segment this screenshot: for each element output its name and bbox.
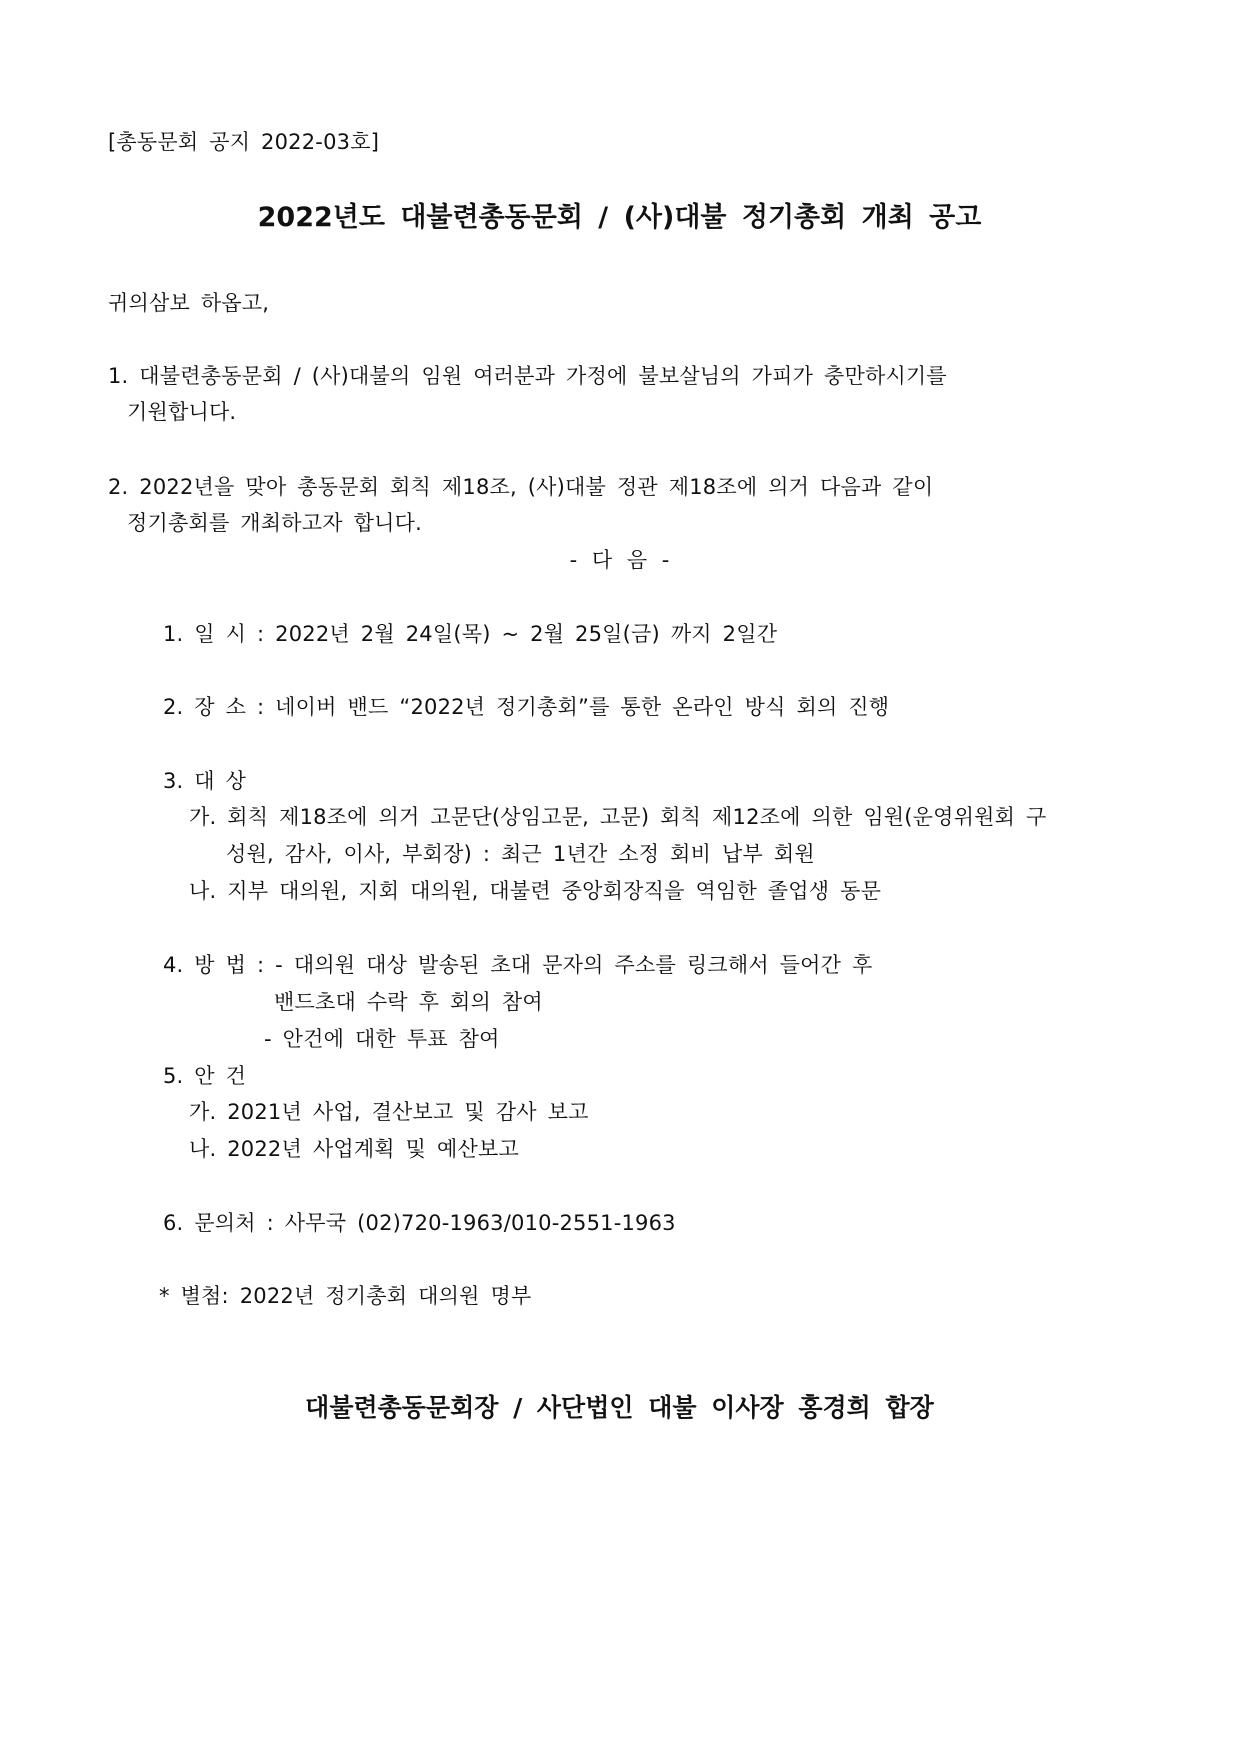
item-attachment: * 별첨: 2022년 정기총회 대의원 명부 [159,1284,532,1308]
item-target-a-line1: 가. 회칙 제18조에 의거 고문단(상임고문, 고문) 회칙 제12조에 의한 임원(운영위원회 구 [189,805,1047,829]
paragraph2-line2: 정기총회를 개최하고자 합니다. [127,511,422,535]
item-method-line3: - 안건에 대한 투표 참여 [264,1027,500,1051]
item-agenda-a: 가. 2021년 사업, 결산보고 및 감사 보고 [189,1100,589,1124]
notice-number: [총동문회 공지 2022-03호] [108,130,380,154]
item-place: 2. 장 소 : 네이버 밴드 “2022년 정기총회”를 통한 온라인 방식 회의 진행 [163,695,890,719]
paragraph1-line2: 기원합니다. [127,400,237,424]
item-method-line2: 밴드초대 수락 후 회의 참여 [274,990,543,1014]
item-agenda-heading: 5. 안 건 [163,1064,247,1088]
document-title: 2022년도 대불련총동문회 / (사)대불 정기총회 개최 공고 [257,202,982,233]
item-target-heading: 3. 대 상 [163,769,247,793]
paragraph1-line1: 1. 대불련총동문회 / (사)대불의 임원 여러분과 가정에 불보살님의 가피가 충만하시기를 [108,364,947,388]
item-datetime: 1. 일 시 : 2022년 2월 24일(목) ~ 2월 25일(금) 까지 2일간 [163,622,778,646]
item-agenda-b: 나. 2022년 사업계획 및 예산보고 [189,1137,519,1161]
greeting: 귀의삼보 하옵고, [108,291,270,315]
item-contact: 6. 문의처 : 사무국 (02)720-1963/010-2551-1963 [163,1211,676,1235]
paragraph2-line1: 2. 2022년을 맞아 총동문회 회칙 제18조, (사)대불 정관 제18조에 의거 다음과 같이 [108,475,934,499]
item-method-line1: 4. 방 법 : - 대의원 대상 발송된 초대 문자의 주소를 링크해서 들어간 후 [163,953,873,977]
item-target-a-line2: 성원, 감사, 이사, 부회장) : 최근 1년간 소정 회비 납부 회원 [226,842,815,866]
item-target-b: 나. 지부 대의원, 지회 대의원, 대불련 중앙회장직을 역임한 졸업생 동문 [189,879,882,903]
signature: 대불련총동문회장 / 사단법인 대불 이사장 홍경희 합장 [305,1393,934,1422]
divider-label: - 다 음 - [569,548,670,572]
